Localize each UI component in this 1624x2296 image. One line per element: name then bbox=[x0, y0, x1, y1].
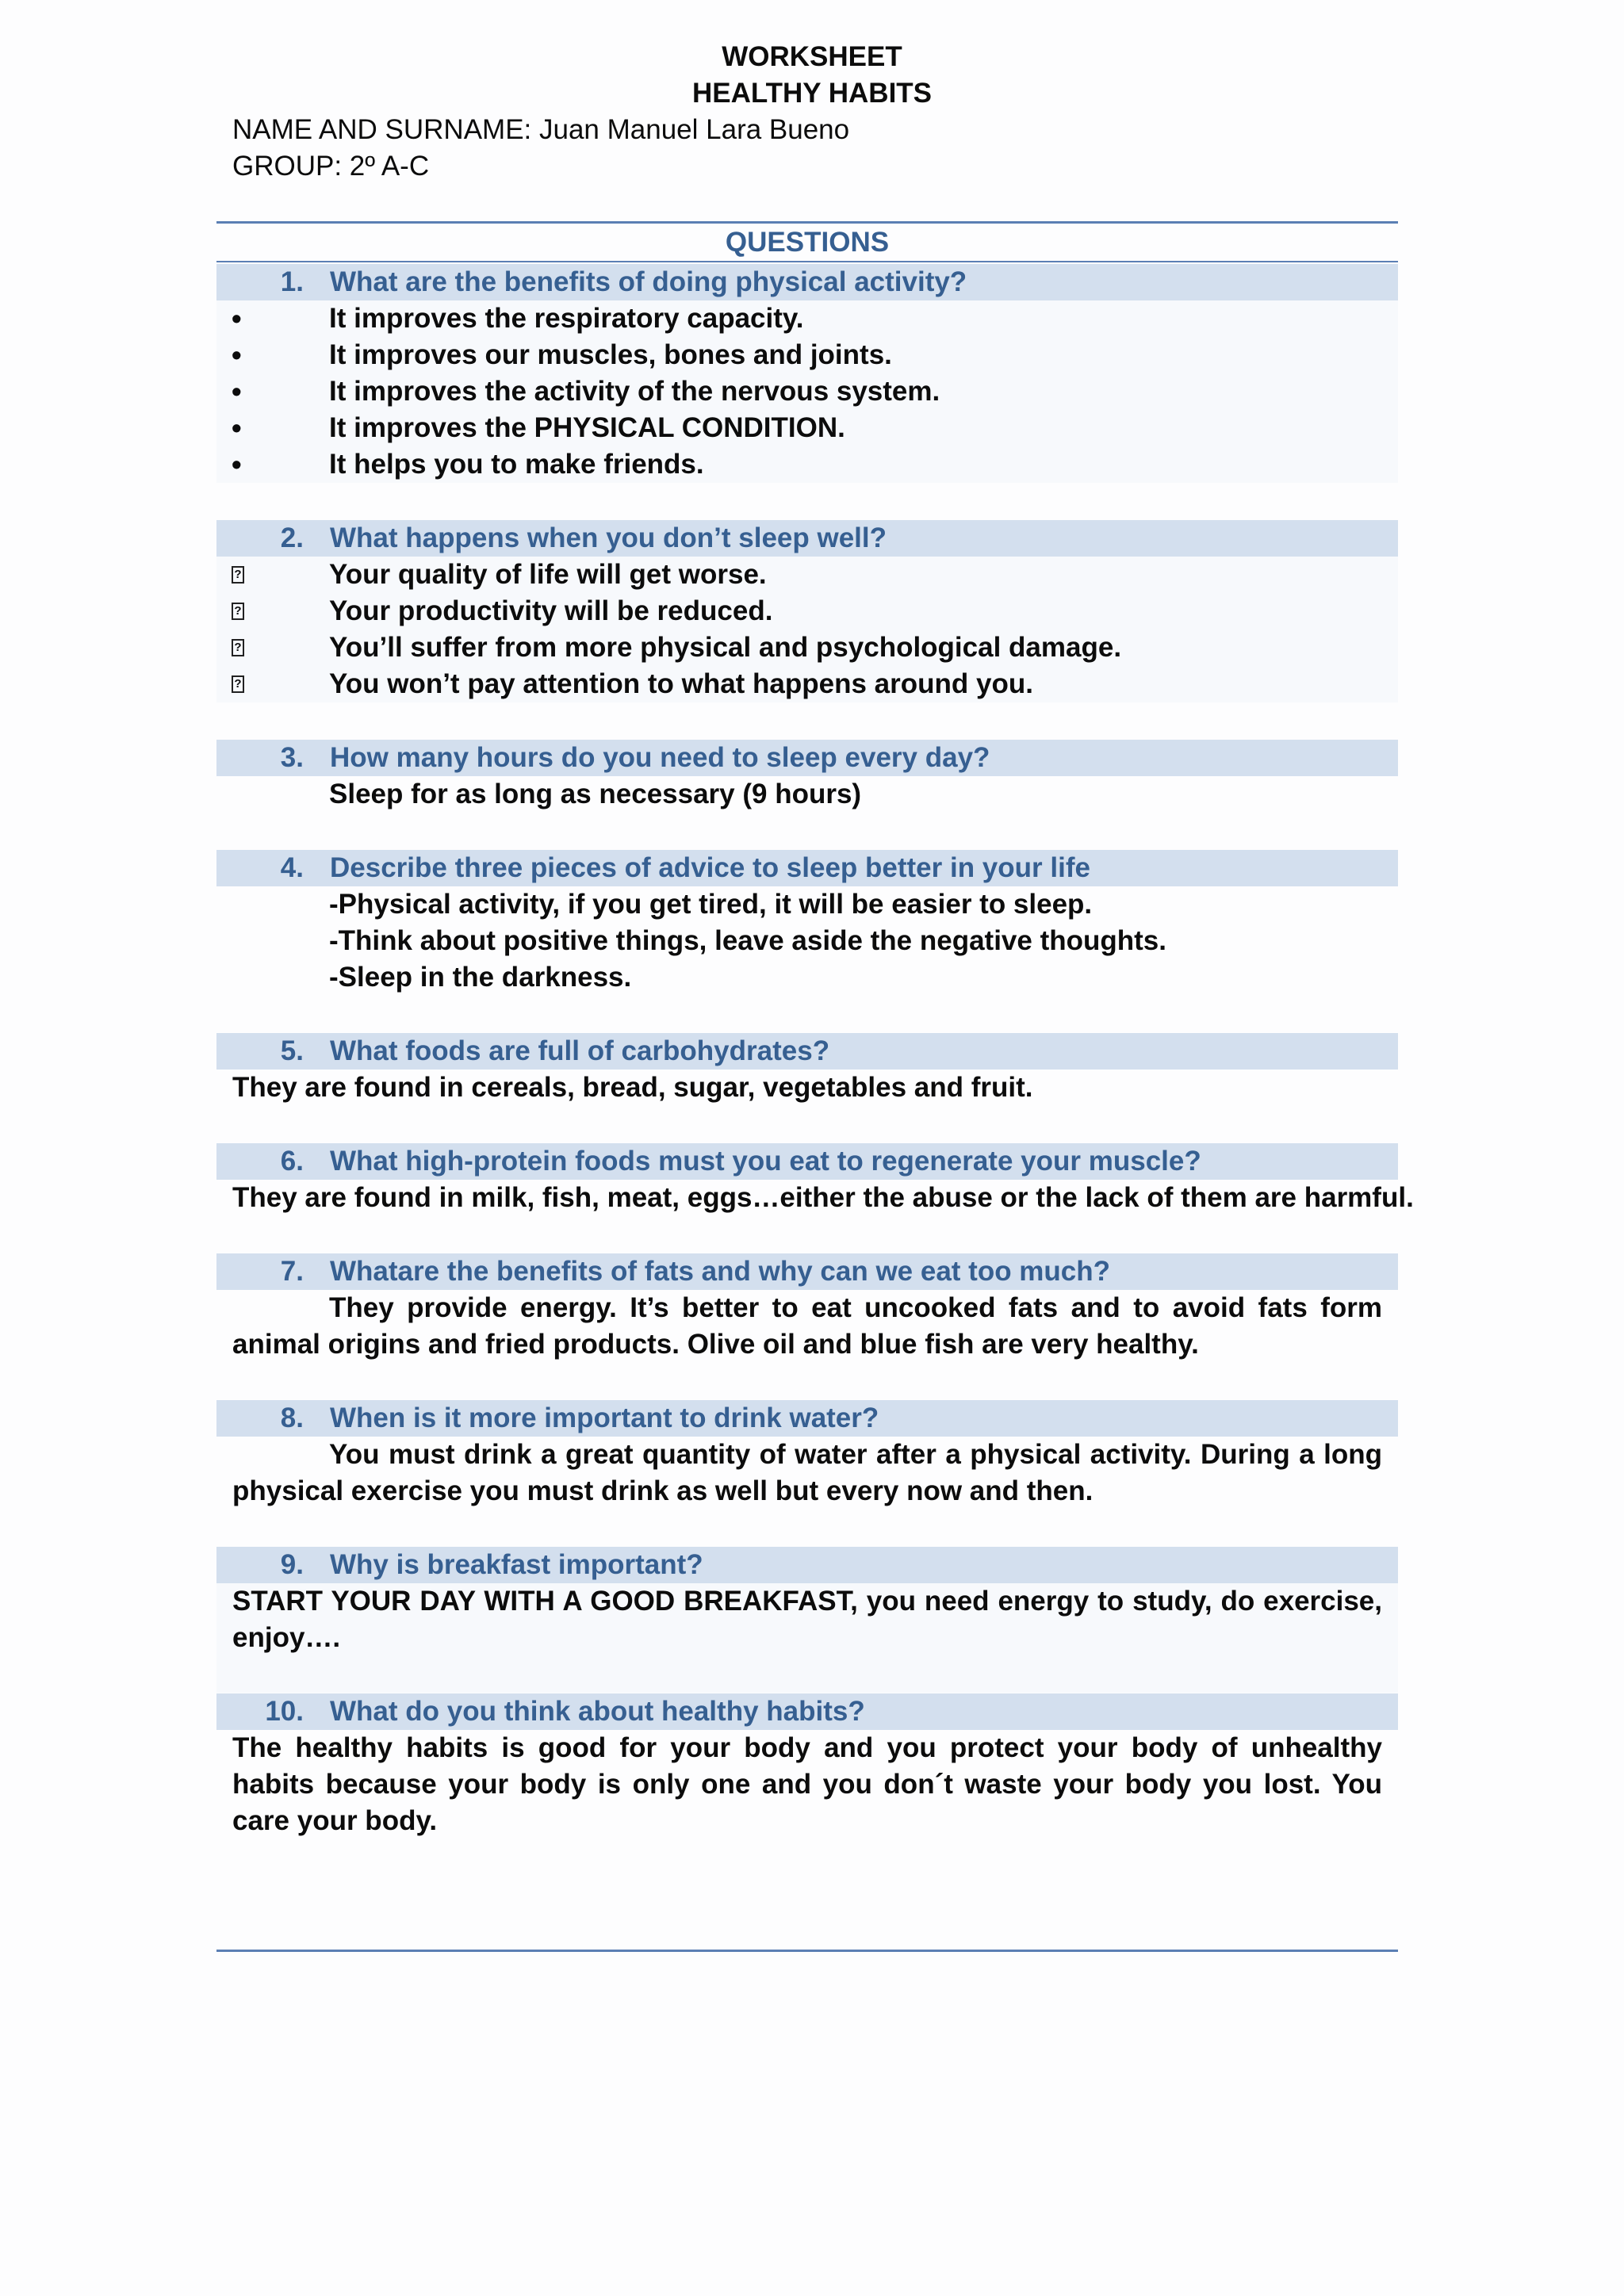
question-3 bbox=[216, 740, 1398, 776]
missing-glyph-icon: ? bbox=[232, 603, 244, 620]
answer-paragraph: You must drink a great quantity of water after a physical activity. During a long physical exercise you must drink as well but every now and then. bbox=[232, 1439, 1382, 1506]
question-number: 2. bbox=[280, 522, 304, 553]
answer-line: It improves our muscles, bones and joints. bbox=[329, 339, 892, 370]
question-number: 5. bbox=[280, 1035, 304, 1066]
question-text: What happens when you don’t sleep well? bbox=[330, 522, 887, 553]
top-rule bbox=[216, 221, 1398, 224]
question-8 bbox=[216, 1400, 1398, 1437]
answer-paragraph: They provide energy. It’s better to eat uncooked fats and to avoid fats form animal origins and fried products. Olive oil and blue fish are very healthy. bbox=[232, 1292, 1382, 1360]
worksheet-subtitle: HEALTHY HABITS bbox=[691, 78, 933, 109]
answer-line: Your quality of life will get worse. bbox=[329, 559, 767, 590]
question-number: 4. bbox=[280, 852, 304, 883]
answer-line: It improves the PHYSICAL CONDITION. bbox=[329, 412, 845, 443]
bullet-icon: • bbox=[232, 375, 242, 408]
bullet-icon: • bbox=[232, 302, 242, 335]
questions-underline bbox=[216, 261, 1398, 262]
answer-line: -Sleep in the darkness. bbox=[329, 962, 632, 993]
bullet-icon: • bbox=[232, 339, 242, 371]
question-10 bbox=[216, 1693, 1398, 1730]
question-number: 9. bbox=[280, 1549, 304, 1580]
question-4 bbox=[216, 850, 1398, 886]
answer-line: It improves the respiratory capacity. bbox=[329, 303, 804, 334]
question-text: What foods are full of carbohydrates? bbox=[330, 1035, 830, 1066]
answer-line: Your productivity will be reduced. bbox=[329, 595, 773, 626]
worksheet-title: WORKSHEET bbox=[722, 41, 902, 72]
question-number: 10. bbox=[265, 1696, 304, 1727]
answer-line: They are found in cereals, bread, sugar, vegetables and fruit. bbox=[232, 1072, 1033, 1103]
group-line: GROUP: 2º A-C bbox=[232, 151, 430, 182]
question-number: 7. bbox=[280, 1256, 304, 1287]
question-7 bbox=[216, 1253, 1398, 1290]
bullet-icon: • bbox=[232, 411, 242, 444]
question-number: 1. bbox=[280, 266, 304, 297]
bullet-icon: • bbox=[232, 448, 242, 480]
answer-line: They are found in milk, fish, meat, eggs…either the abuse or the lack of them are harmful. bbox=[232, 1182, 1414, 1213]
name-line: NAME AND SURNAME: Juan Manuel Lara Bueno bbox=[232, 114, 850, 145]
answer-paragraph: The healthy habits is good for your body and you protect your body of unhealthy habits because your body is only one and you don´t waste your body you lost. You care your body. bbox=[232, 1732, 1382, 1836]
missing-glyph-icon: ? bbox=[232, 566, 244, 584]
question-number: 3. bbox=[280, 742, 304, 773]
answer-paragraph: START YOUR DAY WITH A GOOD BREAKFAST, you need energy to study, do exercise, enjoy…. bbox=[232, 1586, 1382, 1653]
answer-line: It improves the activity of the nervous system. bbox=[329, 376, 940, 407]
missing-glyph-icon: ? bbox=[232, 639, 244, 656]
question-text: What are the benefits of doing physical activity? bbox=[330, 266, 967, 297]
questions-heading: QUESTIONS bbox=[725, 227, 890, 258]
question-text: When is it more important to drink water? bbox=[330, 1402, 879, 1433]
missing-glyph-icon: ? bbox=[232, 675, 244, 693]
bottom-rule bbox=[216, 1950, 1398, 1952]
question-text: How many hours do you need to sleep every day? bbox=[330, 742, 990, 773]
question-5 bbox=[216, 1033, 1398, 1070]
answer-line: You’ll suffer from more physical and psychological damage. bbox=[329, 632, 1122, 663]
question-text: What high-protein foods must you eat to regenerate your muscle? bbox=[330, 1146, 1201, 1177]
answer-line: You won’t pay attention to what happens around you. bbox=[329, 668, 1033, 699]
question-6 bbox=[216, 1143, 1398, 1180]
question-text: What do you think about healthy habits? bbox=[330, 1696, 865, 1727]
question-number: 8. bbox=[280, 1402, 304, 1433]
answer-line: -Think about positive things, leave aside the negative thoughts. bbox=[329, 925, 1166, 956]
question-9 bbox=[216, 1547, 1398, 1583]
question-1 bbox=[216, 264, 1398, 300]
question-text: Why is breakfast important? bbox=[330, 1549, 703, 1580]
answer-line: Sleep for as long as necessary (9 hours) bbox=[329, 779, 862, 809]
question-2 bbox=[216, 520, 1398, 557]
question-number: 6. bbox=[280, 1146, 304, 1177]
answer-line: -Physical activity, if you get tired, it will be easier to sleep. bbox=[329, 889, 1093, 920]
question-text: Whatare the benefits of fats and why can we eat too much? bbox=[330, 1256, 1111, 1287]
question-text: Describe three pieces of advice to sleep better in your life bbox=[330, 852, 1090, 883]
answer-line: It helps you to make friends. bbox=[329, 449, 704, 480]
